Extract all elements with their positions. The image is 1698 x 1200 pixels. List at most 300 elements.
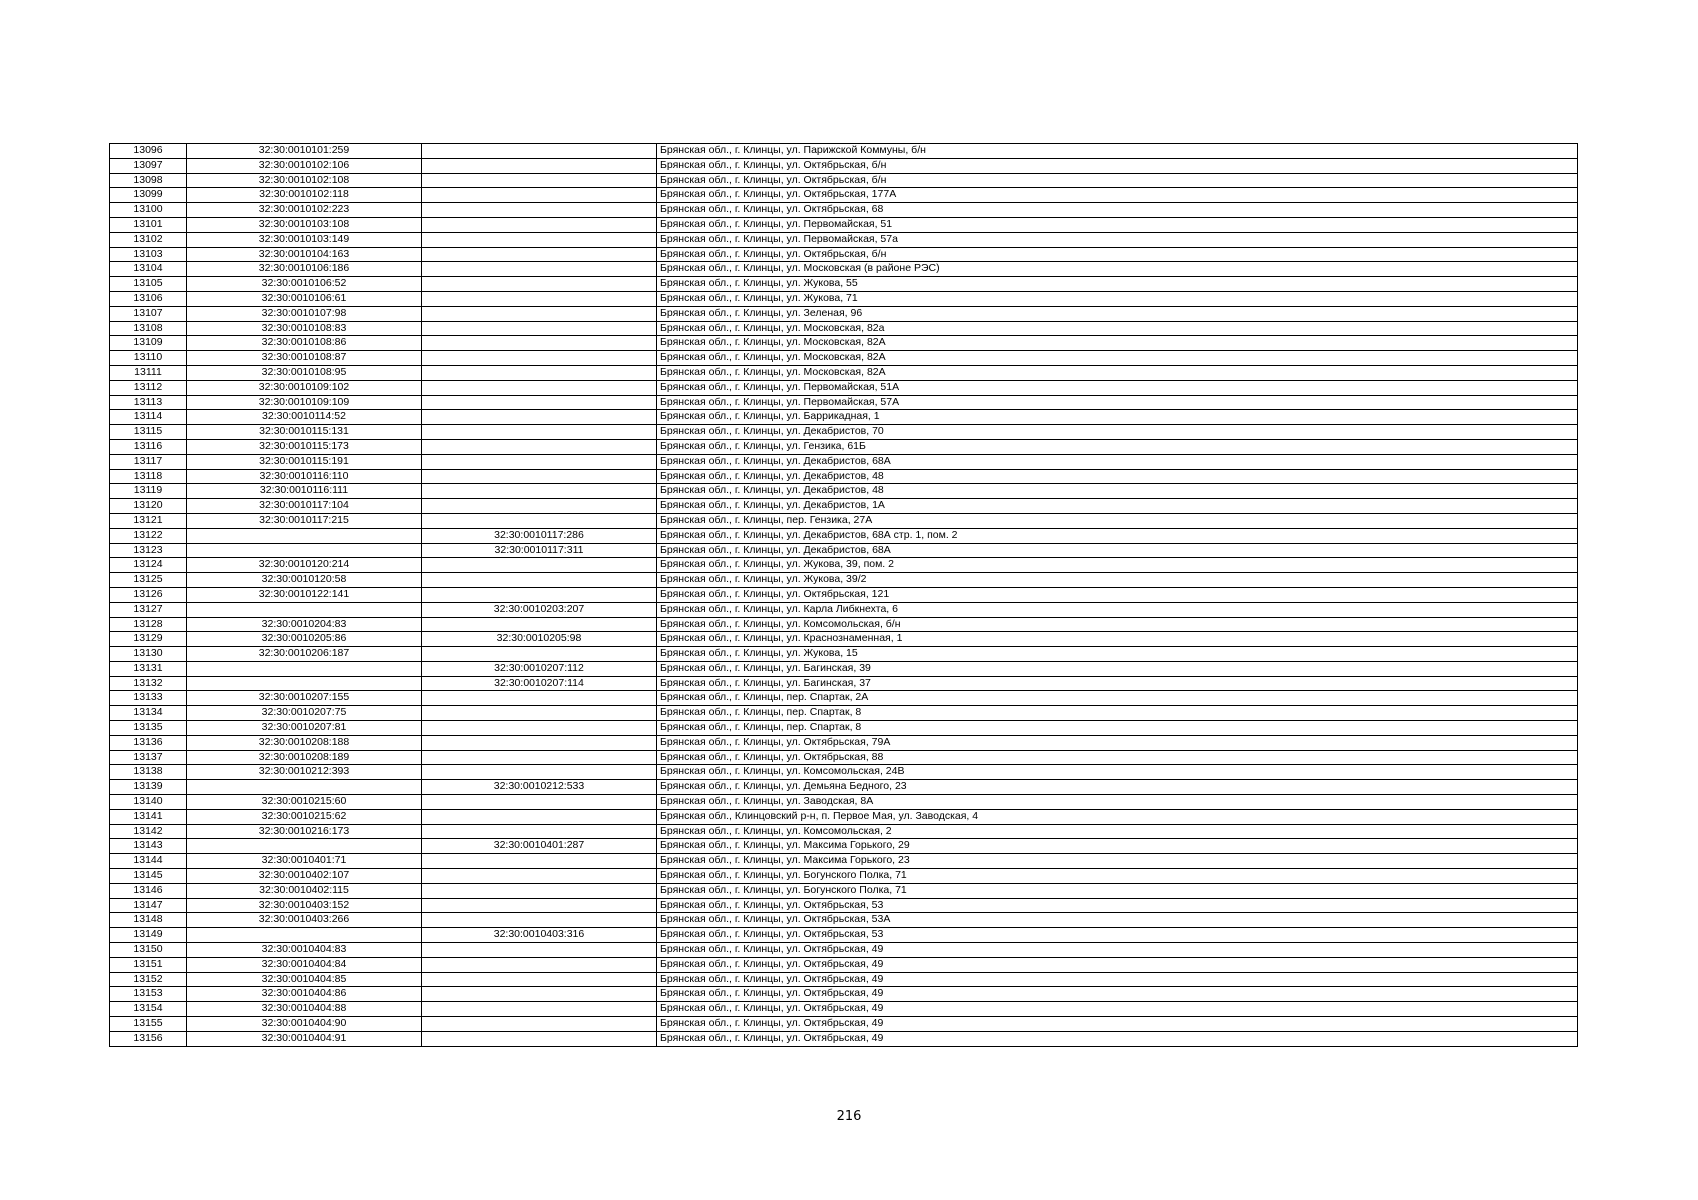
cadastral-number-cell: 32:30:0010404:83 — [187, 943, 422, 958]
row-number-cell: 13116 — [110, 439, 187, 454]
row-number-cell: 13146 — [110, 883, 187, 898]
cadastral-number-cell: 32:30:0010104:163 — [187, 247, 422, 262]
row-number-cell: 13127 — [110, 602, 187, 617]
address-cell: Брянская обл., г. Клинцы, ул. Краснознаменная, 1 — [657, 632, 1578, 647]
row-number-cell: 13145 — [110, 869, 187, 884]
linked-cadastral-number-cell — [422, 1017, 657, 1032]
address-cell: Брянская обл., г. Клинцы, ул. Декабристов, 68А стр. 1, пом. 2 — [657, 528, 1578, 543]
address-cell: Брянская обл., г. Клинцы, пер. Спартак, 2А — [657, 691, 1578, 706]
row-number-cell: 13139 — [110, 780, 187, 795]
address-cell: Брянская обл., г. Клинцы, ул. Октябрьская, 53А — [657, 913, 1578, 928]
cadastral-number-cell: 32:30:0010204:83 — [187, 617, 422, 632]
address-cell: Брянская обл., г. Клинцы, ул. Московская, 82А — [657, 336, 1578, 351]
table-row — [110, 647, 1578, 662]
address-cell: Брянская обл., г. Клинцы, ул. Московская, 82А — [657, 351, 1578, 366]
address-cell: Брянская обл., г. Клинцы, ул. Декабристов, 48 — [657, 484, 1578, 499]
table-row — [110, 987, 1578, 1002]
cadastral-number-cell: 32:30:0010404:84 — [187, 957, 422, 972]
cadastral-number-cell: 32:30:0010404:86 — [187, 987, 422, 1002]
table-row — [110, 943, 1578, 958]
cadastral-number-cell: 32:30:0010115:173 — [187, 439, 422, 454]
table-row — [110, 883, 1578, 898]
row-number-cell: 13114 — [110, 410, 187, 425]
table-row — [110, 795, 1578, 810]
table-row — [110, 869, 1578, 884]
linked-cadastral-number-cell — [422, 499, 657, 514]
table-row — [110, 380, 1578, 395]
address-cell: Брянская обл., г. Клинцы, ул. Октябрьская, 88 — [657, 750, 1578, 765]
linked-cadastral-number-cell: 32:30:0010207:114 — [422, 676, 657, 691]
linked-cadastral-number-cell — [422, 291, 657, 306]
cadastral-number-cell: 32:30:0010114:52 — [187, 410, 422, 425]
cadastral-number-cell: 32:30:0010402:107 — [187, 869, 422, 884]
cadastral-number-cell: 32:30:0010106:52 — [187, 277, 422, 292]
linked-cadastral-number-cell — [422, 957, 657, 972]
table-row — [110, 291, 1578, 306]
table-row — [110, 336, 1578, 351]
address-cell: Брянская обл., г. Клинцы, ул. Парижской Коммуны, б/н — [657, 144, 1578, 159]
address-cell: Брянская обл., Клинцовский р-н, п. Первое Мая, ул. Заводская, 4 — [657, 809, 1578, 824]
table-row — [110, 972, 1578, 987]
linked-cadastral-number-cell — [422, 188, 657, 203]
row-number-cell: 13121 — [110, 513, 187, 528]
row-number-cell: 13135 — [110, 721, 187, 736]
table-row — [110, 1017, 1578, 1032]
cadastral-number-cell: 32:30:0010102:106 — [187, 158, 422, 173]
table-row — [110, 262, 1578, 277]
table-row — [110, 217, 1578, 232]
linked-cadastral-number-cell — [422, 765, 657, 780]
address-cell: Брянская обл., г. Клинцы, ул. Октябрьская, 177А — [657, 188, 1578, 203]
address-cell: Брянская обл., г. Клинцы, ул. Гензика, 61Б — [657, 439, 1578, 454]
row-number-cell: 13151 — [110, 957, 187, 972]
address-cell: Брянская обл., г. Клинцы, ул. Московская, 82а — [657, 321, 1578, 336]
address-cell: Брянская обл., г. Клинцы, пер. Спартак, 8 — [657, 721, 1578, 736]
row-number-cell: 13123 — [110, 543, 187, 558]
table-row — [110, 395, 1578, 410]
cadastral-number-cell: 32:30:0010109:102 — [187, 380, 422, 395]
table-row — [110, 499, 1578, 514]
row-number-cell: 13100 — [110, 203, 187, 218]
linked-cadastral-number-cell — [422, 454, 657, 469]
address-cell: Брянская обл., г. Клинцы, ул. Октябрьская, 121 — [657, 587, 1578, 602]
address-cell: Брянская обл., г. Клинцы, ул. Жукова, 39, пом. 2 — [657, 558, 1578, 573]
table-row — [110, 1002, 1578, 1017]
row-number-cell: 13124 — [110, 558, 187, 573]
linked-cadastral-number-cell — [422, 395, 657, 410]
table-row — [110, 913, 1578, 928]
address-cell: Брянская обл., г. Клинцы, ул. Октябрьская, 49 — [657, 972, 1578, 987]
address-cell: Брянская обл., г. Клинцы, ул. Октябрьская, 49 — [657, 987, 1578, 1002]
cadastral-number-cell: 32:30:0010404:85 — [187, 972, 422, 987]
row-number-cell: 13156 — [110, 1031, 187, 1046]
linked-cadastral-number-cell — [422, 809, 657, 824]
table-row — [110, 277, 1578, 292]
table-row — [110, 854, 1578, 869]
cadastral-number-cell: 32:30:0010206:187 — [187, 647, 422, 662]
linked-cadastral-number-cell — [422, 232, 657, 247]
cadastral-number-cell: 32:30:0010120:58 — [187, 573, 422, 588]
cadastral-number-cell: 32:30:0010216:173 — [187, 824, 422, 839]
linked-cadastral-number-cell: 32:30:0010207:112 — [422, 661, 657, 676]
row-number-cell: 13133 — [110, 691, 187, 706]
address-cell: Брянская обл., г. Клинцы, ул. Комсомольская, 24В — [657, 765, 1578, 780]
row-number-cell: 13098 — [110, 173, 187, 188]
cadastral-number-cell: 32:30:0010215:60 — [187, 795, 422, 810]
page-number: 216 — [836, 1109, 862, 1124]
table-row — [110, 232, 1578, 247]
linked-cadastral-number-cell: 32:30:0010212:533 — [422, 780, 657, 795]
table-row — [110, 898, 1578, 913]
cadastral-number-cell — [187, 928, 422, 943]
row-number-cell: 13117 — [110, 454, 187, 469]
row-number-cell: 13103 — [110, 247, 187, 262]
row-number-cell: 13136 — [110, 735, 187, 750]
linked-cadastral-number-cell — [422, 469, 657, 484]
table-row — [110, 735, 1578, 750]
cadastral-number-cell — [187, 780, 422, 795]
linked-cadastral-number-cell — [422, 247, 657, 262]
table-row — [110, 144, 1578, 159]
row-number-cell: 13119 — [110, 484, 187, 499]
address-cell: Брянская обл., г. Клинцы, ул. Октябрьская, 49 — [657, 1031, 1578, 1046]
cadastral-number-cell: 32:30:0010120:214 — [187, 558, 422, 573]
table-row — [110, 824, 1578, 839]
row-number-cell: 13152 — [110, 972, 187, 987]
cadastral-number-cell: 32:30:0010207:81 — [187, 721, 422, 736]
row-number-cell: 13111 — [110, 365, 187, 380]
linked-cadastral-number-cell — [422, 336, 657, 351]
cadastral-number-cell: 32:30:0010115:191 — [187, 454, 422, 469]
address-cell: Брянская обл., г. Клинцы, ул. Декабристов, 68А — [657, 454, 1578, 469]
table-row — [110, 573, 1578, 588]
cadastral-number-cell — [187, 528, 422, 543]
linked-cadastral-number-cell — [422, 972, 657, 987]
address-cell: Брянская обл., г. Клинцы, ул. Октябрьская, б/н — [657, 158, 1578, 173]
registry-table-body — [110, 144, 1578, 1047]
address-cell: Брянская обл., г. Клинцы, ул. Московская, 82А — [657, 365, 1578, 380]
table-row — [110, 203, 1578, 218]
row-number-cell: 13126 — [110, 587, 187, 602]
address-cell: Брянская обл., г. Клинцы, ул. Октябрьская, 53 — [657, 898, 1578, 913]
linked-cadastral-number-cell — [422, 351, 657, 366]
cadastral-number-cell: 32:30:0010103:149 — [187, 232, 422, 247]
table-row — [110, 602, 1578, 617]
cadastral-number-cell — [187, 602, 422, 617]
address-cell: Брянская обл., г. Клинцы, ул. Демьяна Бедного, 23 — [657, 780, 1578, 795]
linked-cadastral-number-cell — [422, 943, 657, 958]
table-row — [110, 957, 1578, 972]
linked-cadastral-number-cell — [422, 854, 657, 869]
cadastral-number-cell: 32:30:0010115:131 — [187, 425, 422, 440]
linked-cadastral-number-cell — [422, 913, 657, 928]
row-number-cell: 13131 — [110, 661, 187, 676]
linked-cadastral-number-cell — [422, 647, 657, 662]
address-cell: Брянская обл., г. Клинцы, ул. Заводская, 8А — [657, 795, 1578, 810]
table-row — [110, 306, 1578, 321]
table-row — [110, 425, 1578, 440]
cadastral-number-cell: 32:30:0010102:108 — [187, 173, 422, 188]
linked-cadastral-number-cell — [422, 439, 657, 454]
address-cell: Брянская обл., г. Клинцы, ул. Октябрьская, 49 — [657, 957, 1578, 972]
linked-cadastral-number-cell — [422, 262, 657, 277]
cadastral-number-cell: 32:30:0010109:109 — [187, 395, 422, 410]
linked-cadastral-number-cell — [422, 425, 657, 440]
cadastral-number-cell: 32:30:0010404:88 — [187, 1002, 422, 1017]
row-number-cell: 13132 — [110, 676, 187, 691]
table-row — [110, 721, 1578, 736]
row-number-cell: 13141 — [110, 809, 187, 824]
linked-cadastral-number-cell — [422, 380, 657, 395]
cadastral-number-cell: 32:30:0010207:155 — [187, 691, 422, 706]
linked-cadastral-number-cell: 32:30:0010117:311 — [422, 543, 657, 558]
linked-cadastral-number-cell — [422, 735, 657, 750]
table-row — [110, 158, 1578, 173]
cadastral-number-cell — [187, 676, 422, 691]
row-number-cell: 13108 — [110, 321, 187, 336]
table-row — [110, 1031, 1578, 1046]
row-number-cell: 13154 — [110, 1002, 187, 1017]
linked-cadastral-number-cell — [422, 277, 657, 292]
table-row — [110, 528, 1578, 543]
cadastral-number-cell: 32:30:0010215:62 — [187, 809, 422, 824]
address-cell: Брянская обл., г. Клинцы, ул. Богунского Полка, 71 — [657, 883, 1578, 898]
cadastral-number-cell: 32:30:0010205:86 — [187, 632, 422, 647]
cadastral-number-cell: 32:30:0010103:108 — [187, 217, 422, 232]
linked-cadastral-number-cell — [422, 898, 657, 913]
row-number-cell: 13097 — [110, 158, 187, 173]
address-cell: Брянская обл., г. Клинцы, ул. Декабристов, 48 — [657, 469, 1578, 484]
row-number-cell: 13150 — [110, 943, 187, 958]
linked-cadastral-number-cell — [422, 795, 657, 810]
address-cell: Брянская обл., г. Клинцы, ул. Октябрьская, 49 — [657, 943, 1578, 958]
table-row — [110, 513, 1578, 528]
table-row — [110, 661, 1578, 676]
address-cell: Брянская обл., г. Клинцы, ул. Первомайская, 57а — [657, 232, 1578, 247]
table-row — [110, 839, 1578, 854]
row-number-cell: 13109 — [110, 336, 187, 351]
linked-cadastral-number-cell — [422, 573, 657, 588]
linked-cadastral-number-cell: 32:30:0010117:286 — [422, 528, 657, 543]
linked-cadastral-number-cell — [422, 158, 657, 173]
table-row — [110, 188, 1578, 203]
linked-cadastral-number-cell — [422, 750, 657, 765]
row-number-cell: 13120 — [110, 499, 187, 514]
linked-cadastral-number-cell — [422, 217, 657, 232]
linked-cadastral-number-cell — [422, 558, 657, 573]
linked-cadastral-number-cell — [422, 869, 657, 884]
cadastral-number-cell: 32:30:0010108:86 — [187, 336, 422, 351]
cadastral-number-cell: 32:30:0010404:91 — [187, 1031, 422, 1046]
address-cell: Брянская обл., г. Клинцы, ул. Первомайская, 57А — [657, 395, 1578, 410]
address-cell: Брянская обл., г. Клинцы, ул. Жукова, 55 — [657, 277, 1578, 292]
address-cell: Брянская обл., г. Клинцы, ул. Октябрьская, б/н — [657, 247, 1578, 262]
row-number-cell: 13122 — [110, 528, 187, 543]
address-cell: Брянская обл., г. Клинцы, ул. Жукова, 15 — [657, 647, 1578, 662]
cadastral-number-cell — [187, 661, 422, 676]
linked-cadastral-number-cell: 32:30:0010403:316 — [422, 928, 657, 943]
linked-cadastral-number-cell — [422, 173, 657, 188]
cadastral-number-cell: 32:30:0010403:152 — [187, 898, 422, 913]
table-row — [110, 928, 1578, 943]
cadastral-number-cell: 32:30:0010116:111 — [187, 484, 422, 499]
table-row — [110, 454, 1578, 469]
table-row — [110, 469, 1578, 484]
address-cell: Брянская обл., г. Клинцы, ул. Октябрьская, 49 — [657, 1002, 1578, 1017]
row-number-cell: 13104 — [110, 262, 187, 277]
table-row — [110, 173, 1578, 188]
linked-cadastral-number-cell — [422, 721, 657, 736]
row-number-cell: 13153 — [110, 987, 187, 1002]
table-row — [110, 617, 1578, 632]
linked-cadastral-number-cell — [422, 587, 657, 602]
address-cell: Брянская обл., г. Клинцы, ул. Комсомольская, б/н — [657, 617, 1578, 632]
address-cell: Брянская обл., г. Клинцы, ул. Максима Горького, 29 — [657, 839, 1578, 854]
linked-cadastral-number-cell: 32:30:0010401:287 — [422, 839, 657, 854]
table-row — [110, 365, 1578, 380]
address-cell: Брянская обл., г. Клинцы, ул. Зеленая, 96 — [657, 306, 1578, 321]
table-row — [110, 780, 1578, 795]
table-row — [110, 691, 1578, 706]
table-row — [110, 439, 1578, 454]
cadastral-number-cell: 32:30:0010212:393 — [187, 765, 422, 780]
row-number-cell: 13130 — [110, 647, 187, 662]
address-cell: Брянская обл., г. Клинцы, ул. Максима Горького, 23 — [657, 854, 1578, 869]
address-cell: Брянская обл., г. Клинцы, пер. Гензика, 27А — [657, 513, 1578, 528]
table-row — [110, 706, 1578, 721]
row-number-cell: 13142 — [110, 824, 187, 839]
table-row — [110, 351, 1578, 366]
linked-cadastral-number-cell — [422, 691, 657, 706]
linked-cadastral-number-cell — [422, 824, 657, 839]
address-cell: Брянская обл., г. Клинцы, ул. Жукова, 39/2 — [657, 573, 1578, 588]
linked-cadastral-number-cell — [422, 203, 657, 218]
linked-cadastral-number-cell — [422, 306, 657, 321]
cadastral-number-cell: 32:30:0010106:61 — [187, 291, 422, 306]
address-cell: Брянская обл., г. Клинцы, ул. Жукова, 71 — [657, 291, 1578, 306]
linked-cadastral-number-cell — [422, 706, 657, 721]
row-number-cell: 13113 — [110, 395, 187, 410]
address-cell: Брянская обл., г. Клинцы, ул. Октябрьская, 53 — [657, 928, 1578, 943]
cadastral-number-cell: 32:30:0010102:223 — [187, 203, 422, 218]
table-row — [110, 321, 1578, 336]
cadastral-number-cell — [187, 839, 422, 854]
cadastral-number-cell: 32:30:0010101:259 — [187, 144, 422, 159]
cadastral-number-cell: 32:30:0010107:98 — [187, 306, 422, 321]
linked-cadastral-number-cell — [422, 144, 657, 159]
row-number-cell: 13112 — [110, 380, 187, 395]
row-number-cell: 13134 — [110, 706, 187, 721]
address-cell: Брянская обл., г. Клинцы, ул. Московская (в районе РЭС) — [657, 262, 1578, 277]
row-number-cell: 13096 — [110, 144, 187, 159]
linked-cadastral-number-cell: 32:30:0010203:207 — [422, 602, 657, 617]
cadastral-number-cell: 32:30:0010208:188 — [187, 735, 422, 750]
cadastral-number-cell: 32:30:0010117:215 — [187, 513, 422, 528]
registry-table — [109, 143, 1578, 1047]
table-row — [110, 558, 1578, 573]
address-cell: Брянская обл., г. Клинцы, ул. Декабристов, 1А — [657, 499, 1578, 514]
row-number-cell: 13137 — [110, 750, 187, 765]
row-number-cell: 13138 — [110, 765, 187, 780]
row-number-cell: 13128 — [110, 617, 187, 632]
address-cell: Брянская обл., г. Клинцы, ул. Октябрьская, б/н — [657, 173, 1578, 188]
address-cell: Брянская обл., г. Клинцы, ул. Первомайская, 51 — [657, 217, 1578, 232]
table-row — [110, 676, 1578, 691]
row-number-cell: 13105 — [110, 277, 187, 292]
address-cell: Брянская обл., г. Клинцы, ул. Первомайская, 51А — [657, 380, 1578, 395]
row-number-cell: 13140 — [110, 795, 187, 810]
address-cell: Брянская обл., г. Клинцы, ул. Багинская, 39 — [657, 661, 1578, 676]
address-cell: Брянская обл., г. Клинцы, ул. Комсомольская, 2 — [657, 824, 1578, 839]
cadastral-number-cell: 32:30:0010102:118 — [187, 188, 422, 203]
cadastral-number-cell: 32:30:0010122:141 — [187, 587, 422, 602]
linked-cadastral-number-cell — [422, 365, 657, 380]
cadastral-number-cell: 32:30:0010108:83 — [187, 321, 422, 336]
linked-cadastral-number-cell — [422, 410, 657, 425]
row-number-cell: 13147 — [110, 898, 187, 913]
row-number-cell: 13143 — [110, 839, 187, 854]
address-cell: Брянская обл., г. Клинцы, ул. Декабристов, 70 — [657, 425, 1578, 440]
row-number-cell: 13106 — [110, 291, 187, 306]
cadastral-number-cell: 32:30:0010106:186 — [187, 262, 422, 277]
cadastral-number-cell: 32:30:0010401:71 — [187, 854, 422, 869]
row-number-cell: 13125 — [110, 573, 187, 588]
table-row — [110, 765, 1578, 780]
linked-cadastral-number-cell — [422, 321, 657, 336]
cadastral-number-cell: 32:30:0010403:266 — [187, 913, 422, 928]
row-number-cell: 13149 — [110, 928, 187, 943]
address-cell: Брянская обл., г. Клинцы, ул. Октябрьская, 49 — [657, 1017, 1578, 1032]
table-row — [110, 809, 1578, 824]
address-cell: Брянская обл., г. Клинцы, ул. Баррикадная, 1 — [657, 410, 1578, 425]
address-cell: Брянская обл., г. Клинцы, ул. Богунского Полка, 71 — [657, 869, 1578, 884]
cadastral-number-cell: 32:30:0010108:95 — [187, 365, 422, 380]
linked-cadastral-number-cell — [422, 484, 657, 499]
cadastral-number-cell: 32:30:0010207:75 — [187, 706, 422, 721]
address-cell: Брянская обл., г. Клинцы, ул. Октябрьская, 79А — [657, 735, 1578, 750]
row-number-cell: 13118 — [110, 469, 187, 484]
table-row — [110, 632, 1578, 647]
row-number-cell: 13101 — [110, 217, 187, 232]
linked-cadastral-number-cell — [422, 1002, 657, 1017]
row-number-cell: 13148 — [110, 913, 187, 928]
cadastral-number-cell: 32:30:0010208:189 — [187, 750, 422, 765]
table-row — [110, 484, 1578, 499]
linked-cadastral-number-cell — [422, 617, 657, 632]
address-cell: Брянская обл., г. Клинцы, ул. Багинская, 37 — [657, 676, 1578, 691]
row-number-cell: 13110 — [110, 351, 187, 366]
linked-cadastral-number-cell — [422, 1031, 657, 1046]
address-cell: Брянская обл., г. Клинцы, ул. Декабристов, 68А — [657, 543, 1578, 558]
cadastral-number-cell: 32:30:0010402:115 — [187, 883, 422, 898]
cadastral-number-cell: 32:30:0010108:87 — [187, 351, 422, 366]
cadastral-number-cell: 32:30:0010404:90 — [187, 1017, 422, 1032]
address-cell: Брянская обл., г. Клинцы, ул. Карла Либкнехта, 6 — [657, 602, 1578, 617]
table-row — [110, 410, 1578, 425]
cadastral-number-cell — [187, 543, 422, 558]
cadastral-number-cell: 32:30:0010117:104 — [187, 499, 422, 514]
table-row — [110, 543, 1578, 558]
row-number-cell: 13129 — [110, 632, 187, 647]
cadastral-number-cell: 32:30:0010116:110 — [187, 469, 422, 484]
row-number-cell: 13107 — [110, 306, 187, 321]
row-number-cell: 13102 — [110, 232, 187, 247]
row-number-cell: 13115 — [110, 425, 187, 440]
address-cell: Брянская обл., г. Клинцы, пер. Спартак, 8 — [657, 706, 1578, 721]
row-number-cell: 13099 — [110, 188, 187, 203]
linked-cadastral-number-cell: 32:30:0010205:98 — [422, 632, 657, 647]
linked-cadastral-number-cell — [422, 513, 657, 528]
